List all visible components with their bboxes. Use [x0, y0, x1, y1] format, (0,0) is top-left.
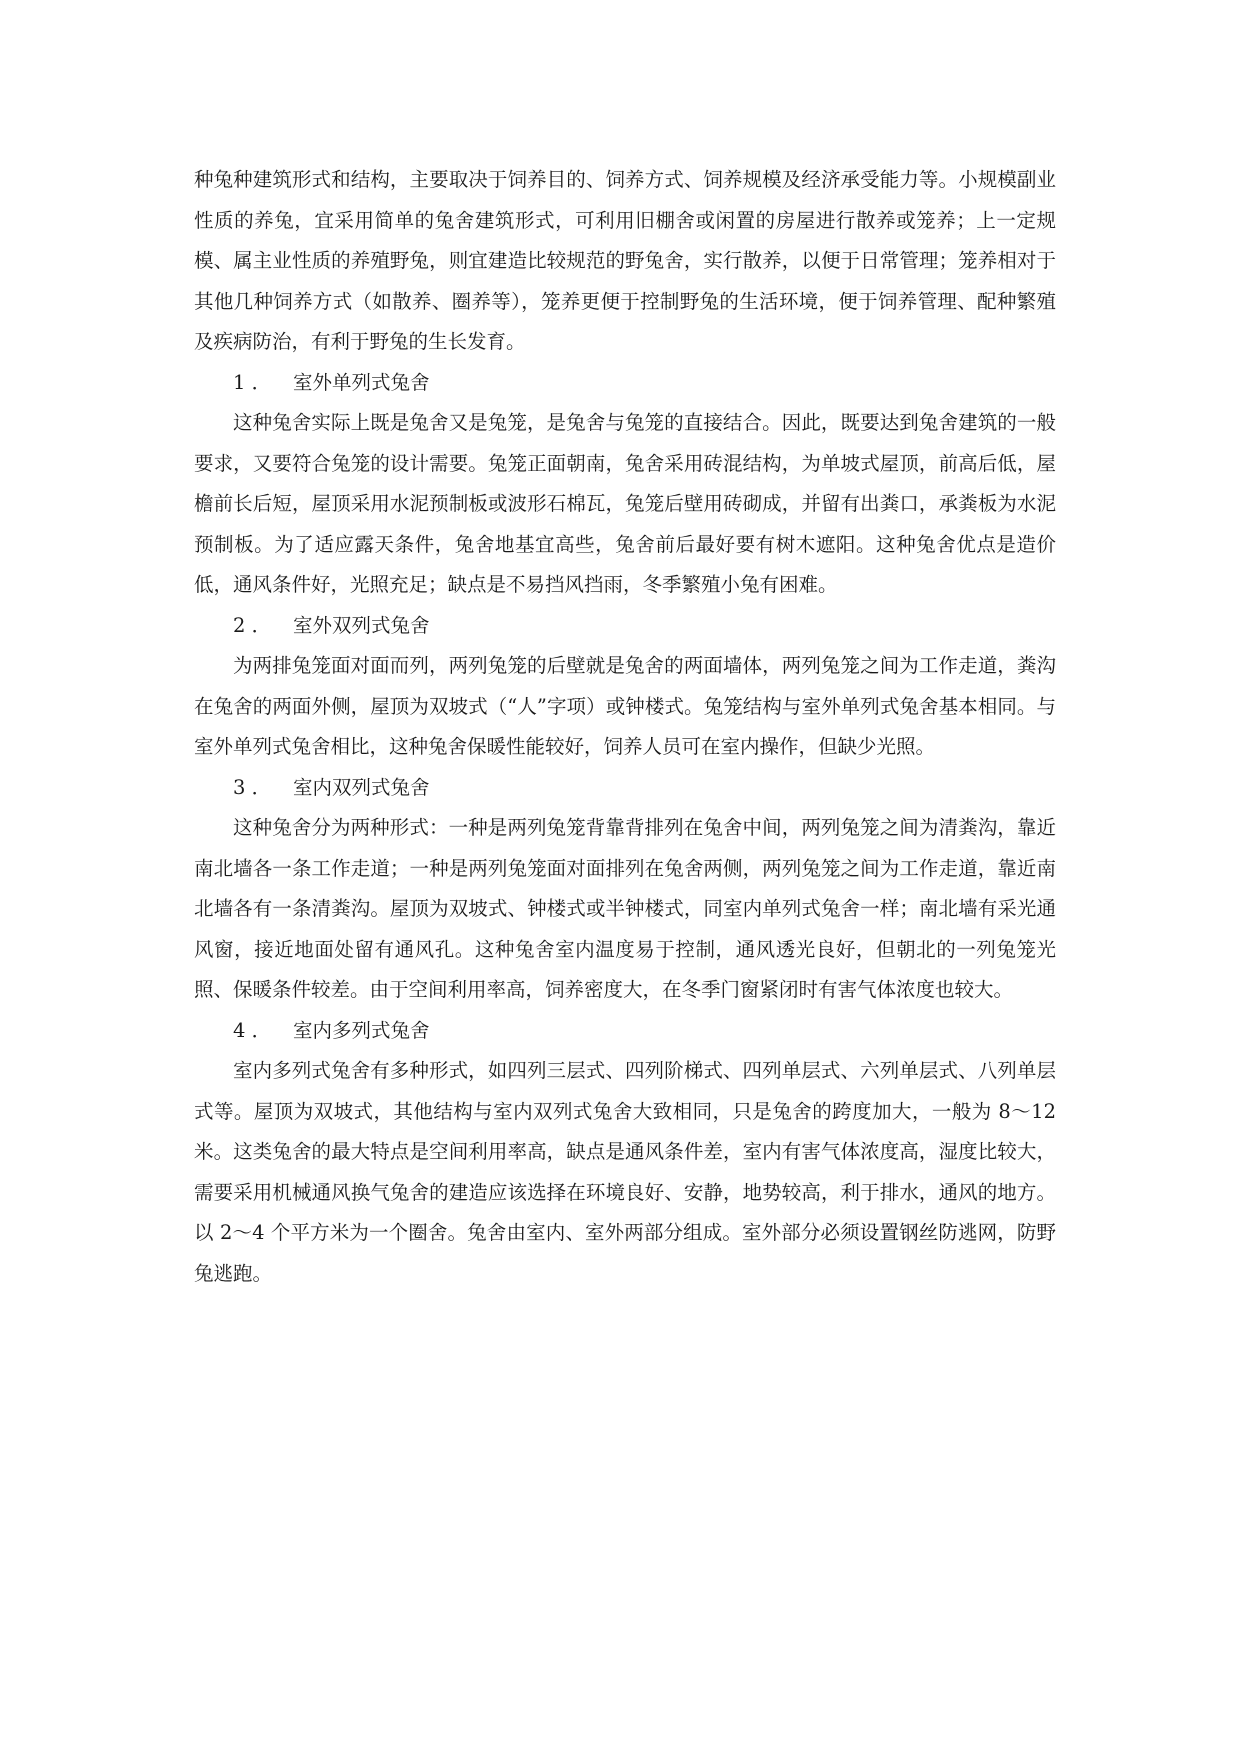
- section-number: 2 ．: [233, 613, 272, 637]
- section-number: 1 ．: [233, 370, 272, 394]
- section-paragraph-4: 室内多列式兔舍有多种形式，如四列三层式、四列阶梯式、四列单层式、六列单层式、八列单层式等。屋顶为双坡式，其他结构与室内双列式兔舍大致相同，只是兔舍的跨度加大，一般为 8～12 米。这类兔舍的最大特点是空间利用率高，缺点是通风条件差，室内有害气体浓度高，湿度比较大，需要采用机械通风换气兔舍的建造应该选择在环境良好、安静，地势较高，利于排水，通风的地方。以 2～4 个平方米为一个圈舍。兔舍由室内、室外两部分组成。室外部分必须设置钢丝防逃网，防野兔逃跑。: [194, 1059, 1056, 1285]
- section-heading-1: [194, 363, 1056, 404]
- document-body: [194, 160, 1056, 1294]
- section-paragraph-1: 这种兔舍实际上既是兔舍又是兔笼，是兔舍与兔笼的直接结合。因此，既要达到兔舍建筑的一般要求，又要符合兔笼的设计需要。兔笼正面朝南，兔舍采用砖混结构，为单坡式屋顶，前高后低，屋檐前长后短，屋顶采用水泥预制板或波形石棉瓦，兔笼后壁用砖砌成，并留有出粪口，承粪板为水泥预制板。为了适应露天条件，兔舍地基宜高些，兔舍前后最好要有树木遮阳。这种兔舍优点是造价低，通风条件好，光照充足；缺点是不易挡风挡雨，冬季繁殖小兔有困难。: [194, 411, 1056, 596]
- section-paragraph-3: 这种兔舍分为两种形式：一种是两列兔笼背靠背排列在兔舍中间，两列兔笼之间为清粪沟，靠近南北墙各一条工作走道；一种是两列兔笼面对面排列在兔舍两侧，两列兔笼之间为工作走道，靠近南北墙各有一条清粪沟。屋顶为双坡式、钟楼式或半钟楼式，同室内单列式兔舍一样；南北墙有采光通风窗，接近地面处留有通风孔。这种兔舍室内温度易于控制，通风透光良好，但朝北的一列兔笼光照、保暖条件较差。由于空间利用率高，饲养密度大，在冬季门窗紧闭时有害气体浓度也较大。: [194, 816, 1056, 1001]
- section-title: 室外单列式兔舍: [293, 370, 430, 394]
- section-number: 3 ．: [233, 775, 272, 799]
- section-paragraph-2: 为两排兔笼面对面而列，两列兔笼的后壁就是兔舍的两面墙体，两列兔笼之间为工作走道，粪沟在兔舍的两面外侧，屋顶为双坡式（“人”字项）或钟楼式。兔笼结构与室外单列式兔舍基本相同。与室外单列式兔舍相比，这种兔舍保暖性能较好，饲养人员可在室内操作，但缺少光照。: [194, 654, 1056, 758]
- section-number: 4 ．: [233, 1018, 272, 1042]
- section-title: 室内多列式兔舍: [293, 1018, 430, 1042]
- section-heading-2: [194, 606, 1056, 647]
- section-title: 室内双列式兔舍: [293, 775, 430, 799]
- section-heading-3: [194, 768, 1056, 809]
- intro-paragraph: 种兔种建筑形式和结构，主要取决于饲养目的、饲养方式、饲养规模及经济承受能力等。小规模副业性质的养兔，宜采用简单的兔舍建筑形式，可利用旧棚舍或闲置的房屋进行散养或笼养；上一定规模、属主业性质的养殖野兔，则宜建造比较规范的野兔舍，实行散养，以便于日常管理；笼养相对于其他几种饲养方式（如散养、圈养等），笼养更便于控制野兔的生活环境，便于饲养管理、配种繁殖及疾病防治，有利于野兔的生长发育。: [194, 168, 1056, 353]
- section-title: 室外双列式兔舍: [293, 613, 430, 637]
- section-heading-4: [194, 1011, 1056, 1052]
